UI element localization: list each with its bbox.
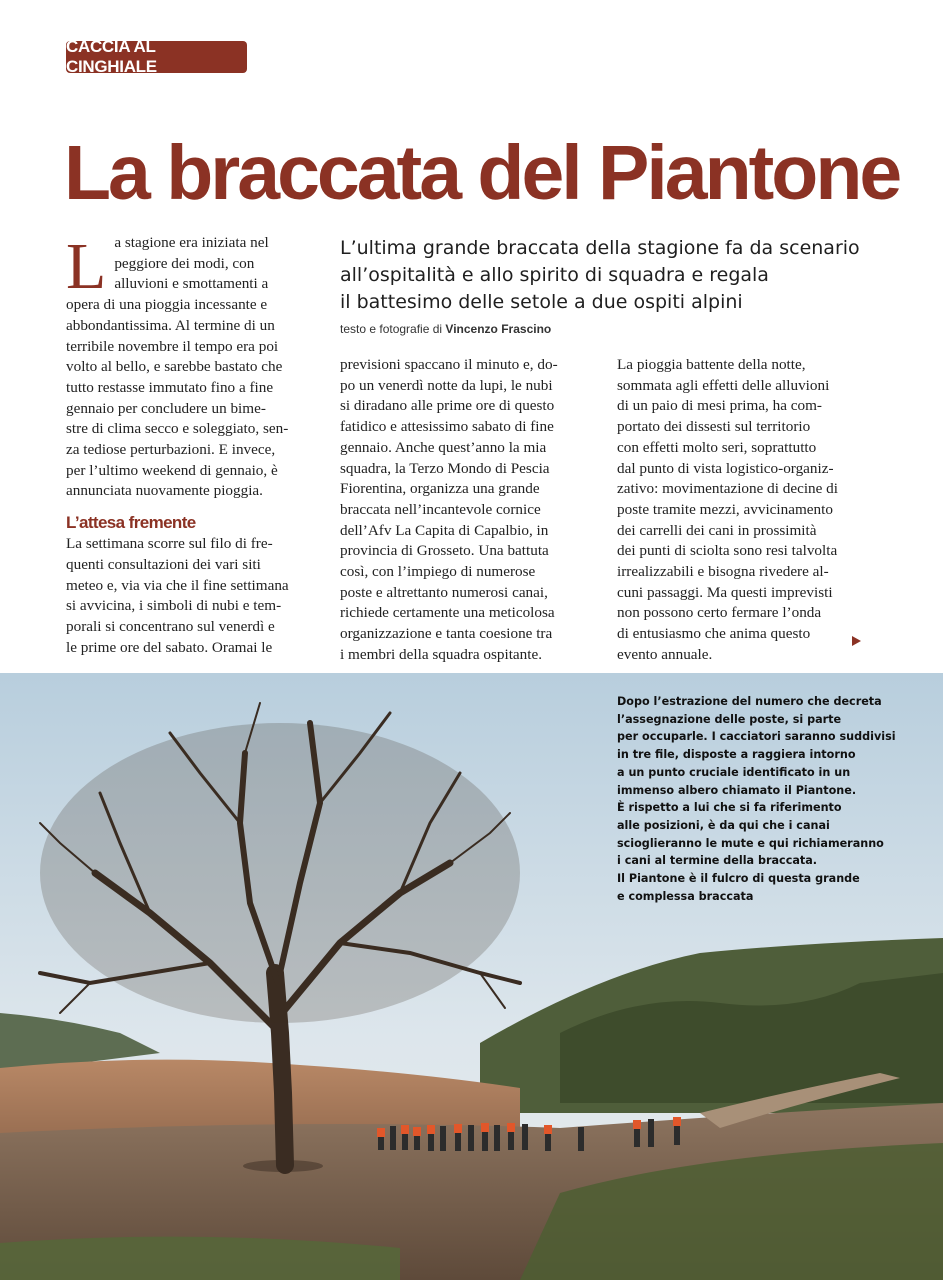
caption-line: Dopo l’estrazione del numero che decreta <box>617 695 882 708</box>
caption-line: e complessa braccata <box>617 889 754 903</box>
text-line: previsioni spaccano il minuto e, do- <box>340 356 558 373</box>
byline <box>340 322 551 336</box>
article-title: La braccata del Piantone <box>64 130 900 216</box>
text-line: con effetti molto seri, soprattutto <box>617 438 817 456</box>
text-line: a stagione era iniziata nel <box>114 234 269 251</box>
text-line: Fiorentina, organizza una grande <box>340 480 540 498</box>
text-line: cuni passaggi. Ma questi imprevisti <box>617 583 833 601</box>
text-line: dei punti di sciolta sono resi talvolta <box>617 542 838 560</box>
byline-prefix: testo e fotografie di <box>340 322 443 336</box>
text-line: quenti consultazioni dei vari siti <box>66 555 261 573</box>
text-line: poste tramite mezzi, avvicinamento <box>617 500 833 518</box>
caption-line: i cani al termine della braccata. <box>617 854 818 868</box>
text-line: dei carrelli dei cani in prossimità <box>617 521 817 539</box>
text-line: di un paio di mesi prima, ha com- <box>617 397 822 415</box>
text-line: organizzazione e tanta coesione tra <box>340 625 553 643</box>
caption-line: in tre file, disposte a raggiera intorno <box>617 748 856 762</box>
text-line: stre di clima secco e soleggiato, sen- <box>66 420 289 438</box>
text-line: evento annuale. <box>617 645 713 663</box>
caption-line: a un punto cruciale identificato in un <box>617 765 851 779</box>
text-line: terribile novembre il tempo era poi <box>66 337 279 355</box>
section-subhead: L’attesa fremente <box>66 513 196 533</box>
text-line: peggiore dei modi, con <box>114 254 255 272</box>
section-badge: CACCIA AL CINGHIALE <box>66 41 247 73</box>
text-line: fatidico e attesissimo sabato di fine <box>340 418 554 436</box>
text-line: così, con l’impiego di numerose <box>340 563 536 581</box>
text-line: gennaio. Anche quest’anno la mia <box>340 438 547 456</box>
text-line: braccata nell’incantevole cornice <box>340 500 541 518</box>
text-line: di entusiasmo che anima questo <box>617 625 811 643</box>
text-line: za tediose perturbazioni. E invece, <box>66 441 276 459</box>
text-line: po un venerdì notte da lupi, le nubi <box>340 376 553 394</box>
text-line: richiede certamente una meticolosa <box>340 604 555 622</box>
text-line: porali si concentrano sul venerdì e <box>66 617 275 635</box>
text-line: volto al bello, e sarebbe bastato che <box>66 358 283 376</box>
caption-line: scioglieranno le mute e qui richiameranno <box>617 836 884 850</box>
text-line: abbondantissima. Al termine di un <box>66 316 275 334</box>
photo-caption <box>617 693 917 905</box>
caption-line: È rispetto a lui che si fa riferimento <box>617 801 842 815</box>
text-line: alluvioni e smottamenti a <box>114 275 269 293</box>
text-line: le prime ore del sabato. Oramai le <box>66 638 273 656</box>
text-line: squadra, la Terzo Mondo di Pescia <box>340 459 550 477</box>
text-line: poste e altrettanto numerosi canai, <box>340 583 548 601</box>
subtitle-line: il battesimo delle setole a due ospiti alpini <box>340 291 743 313</box>
caption-line: per occuparle. I cacciatori saranno suddivisi <box>617 730 896 744</box>
text-line: portato dei dissesti sul territorio <box>617 418 811 436</box>
text-line: si diradano alle prime ore di questo <box>340 397 555 415</box>
byline-author: Vincenzo Frascino <box>445 322 552 336</box>
continue-arrow-icon <box>852 636 861 646</box>
text-line: irrealizzabili e bisogna rivedere al- <box>617 563 829 581</box>
text-line: non possono certo fermare l’onda <box>617 604 822 622</box>
text-line: opera di una pioggia incessante e <box>66 296 268 314</box>
caption-line: alle posizioni, è da qui che i canai <box>617 818 830 832</box>
text-line: sommata agli effetti delle alluvioni <box>617 376 830 394</box>
text-column-3 <box>617 355 867 666</box>
caption-line: l’assegnazione delle poste, si parte <box>617 712 842 726</box>
text-column-1 <box>66 230 316 658</box>
text-line: per l’ultimo weekend di gennaio, è <box>66 461 278 479</box>
text-line: si avvicina, i simboli di nubi e tem- <box>66 597 282 615</box>
drop-cap: L <box>66 230 107 303</box>
subtitle-line: L’ultima grande braccata della stagione fa da scenario <box>340 237 860 259</box>
subtitle-line: all’ospitalità e allo spirito di squadra e regala <box>340 264 769 286</box>
text-column-2 <box>340 355 592 666</box>
caption-line: immenso albero chiamato il Piantone. <box>617 783 857 797</box>
text-line: annunciata nuovamente pioggia. <box>66 482 263 500</box>
article-subtitle <box>340 235 900 316</box>
text-line: provincia di Grosseto. Una battuta <box>340 542 549 560</box>
text-line: gennaio per concludere un bime- <box>66 399 266 417</box>
text-line: dal punto di vista logistico-organiz- <box>617 459 834 477</box>
text-line: tutto restasse immutato fino a fine <box>66 378 274 396</box>
text-line: i membri della squadra ospitante. <box>340 645 543 663</box>
text-line: dell’Afv La Capita di Capalbio, in <box>340 521 549 539</box>
text-line: meteo e, via via che il fine settimana <box>66 576 289 594</box>
text-line: La pioggia battente della notte, <box>617 356 806 373</box>
text-line: La settimana scorre sul filo di fre- <box>66 535 273 553</box>
caption-line: Il Piantone è il fulcro di questa grande <box>617 872 860 886</box>
text-line: zativo: movimentazione di decine di <box>617 480 838 498</box>
